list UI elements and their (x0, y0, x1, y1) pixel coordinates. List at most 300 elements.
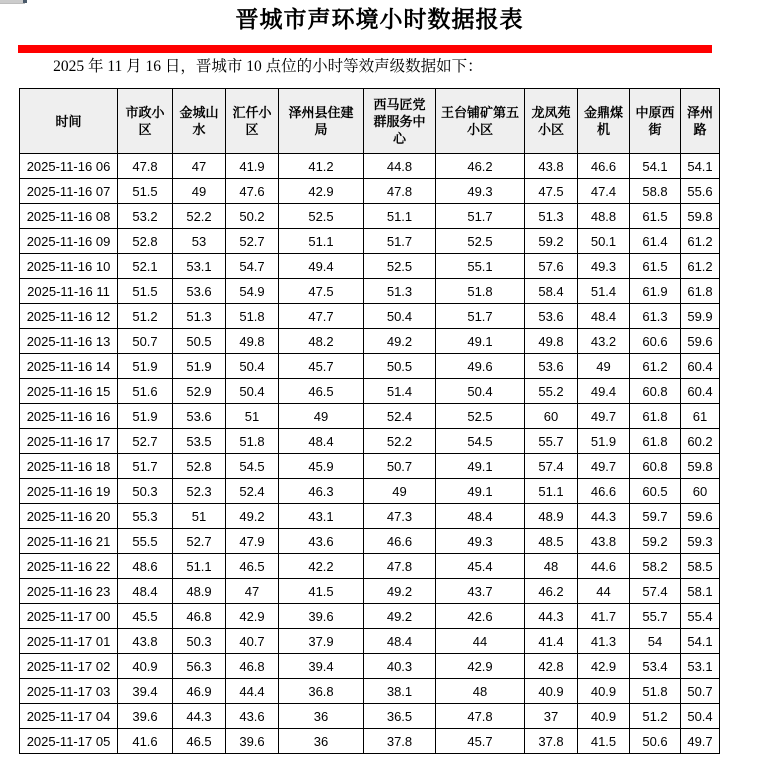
value-cell: 50.4 (226, 354, 279, 379)
time-cell: 2025-11-16 22 (20, 554, 118, 579)
time-cell: 2025-11-16 10 (20, 254, 118, 279)
value-cell: 51.1 (173, 554, 226, 579)
value-cell: 49.7 (578, 454, 630, 479)
value-cell: 47.5 (279, 279, 364, 304)
value-cell: 60.8 (630, 454, 681, 479)
value-cell: 54.1 (681, 154, 720, 179)
value-cell: 61.9 (630, 279, 681, 304)
value-cell: 53.6 (525, 304, 578, 329)
value-cell: 47.3 (364, 504, 436, 529)
value-cell: 61.4 (630, 229, 681, 254)
column-header: 西马匠党群服务中心 (364, 89, 436, 154)
value-cell: 55.3 (118, 504, 173, 529)
value-cell: 46.6 (578, 154, 630, 179)
value-cell: 42.9 (436, 654, 525, 679)
value-cell: 61.8 (681, 279, 720, 304)
table-row (20, 304, 720, 329)
time-cell: 2025-11-17 02 (20, 654, 118, 679)
value-cell: 56.3 (173, 654, 226, 679)
value-cell: 49.3 (578, 254, 630, 279)
value-cell: 46.8 (226, 654, 279, 679)
column-header: 泽州县住建局 (279, 89, 364, 154)
table-row (20, 654, 720, 679)
value-cell: 49.2 (226, 504, 279, 529)
value-cell: 60.8 (630, 379, 681, 404)
value-cell: 41.6 (118, 729, 173, 754)
table-row (20, 679, 720, 704)
value-cell: 36.8 (279, 679, 364, 704)
value-cell: 49 (364, 479, 436, 504)
value-cell: 45.9 (279, 454, 364, 479)
table-row (20, 704, 720, 729)
table-row (20, 629, 720, 654)
value-cell: 51.1 (525, 479, 578, 504)
value-cell: 57.4 (525, 454, 578, 479)
value-cell: 50.1 (578, 229, 630, 254)
value-cell: 36.5 (364, 704, 436, 729)
value-cell: 47 (226, 579, 279, 604)
value-cell: 49 (279, 404, 364, 429)
value-cell: 51.3 (364, 279, 436, 304)
time-cell: 2025-11-17 01 (20, 629, 118, 654)
value-cell: 44 (578, 579, 630, 604)
table-row (20, 454, 720, 479)
value-cell: 57.4 (630, 579, 681, 604)
value-cell: 42.9 (578, 654, 630, 679)
value-cell: 61.2 (681, 229, 720, 254)
value-cell: 52.1 (118, 254, 173, 279)
time-cell: 2025-11-16 20 (20, 504, 118, 529)
value-cell: 40.9 (578, 704, 630, 729)
value-cell: 58.8 (630, 179, 681, 204)
time-cell: 2025-11-17 03 (20, 679, 118, 704)
value-cell: 53.5 (173, 429, 226, 454)
value-cell: 43.1 (279, 504, 364, 529)
value-cell: 37.9 (279, 629, 364, 654)
value-cell: 49.3 (436, 529, 525, 554)
value-cell: 49.4 (578, 379, 630, 404)
value-cell: 59.8 (681, 454, 720, 479)
value-cell: 42.6 (436, 604, 525, 629)
column-header: 汇仟小区 (226, 89, 279, 154)
value-cell: 51.3 (525, 204, 578, 229)
time-cell: 2025-11-16 23 (20, 579, 118, 604)
table-row (20, 329, 720, 354)
value-cell: 47.8 (118, 154, 173, 179)
header-row (20, 89, 720, 154)
column-header: 泽州路 (681, 89, 720, 154)
value-cell: 41.9 (226, 154, 279, 179)
value-cell: 51.7 (436, 304, 525, 329)
table-row (20, 479, 720, 504)
value-cell: 43.2 (578, 329, 630, 354)
value-cell: 40.9 (525, 679, 578, 704)
value-cell: 51.7 (436, 204, 525, 229)
value-cell: 59.2 (630, 529, 681, 554)
table-row (20, 179, 720, 204)
value-cell: 43.6 (226, 704, 279, 729)
value-cell: 45.5 (118, 604, 173, 629)
value-cell: 50.5 (364, 354, 436, 379)
value-cell: 52.8 (118, 229, 173, 254)
time-cell: 2025-11-16 18 (20, 454, 118, 479)
table-row (20, 729, 720, 754)
value-cell: 50.3 (173, 629, 226, 654)
value-cell: 51.7 (364, 229, 436, 254)
value-cell: 48.4 (118, 579, 173, 604)
value-cell: 49.7 (681, 729, 720, 754)
red-divider (18, 45, 712, 53)
value-cell: 61 (681, 404, 720, 429)
value-cell: 50.6 (630, 729, 681, 754)
value-cell: 49.1 (436, 329, 525, 354)
value-cell: 48.6 (118, 554, 173, 579)
value-cell: 40.3 (364, 654, 436, 679)
value-cell: 49.2 (364, 604, 436, 629)
value-cell: 47.8 (436, 704, 525, 729)
value-cell: 58.2 (630, 554, 681, 579)
value-cell: 50.3 (118, 479, 173, 504)
value-cell: 50.5 (173, 329, 226, 354)
column-header: 中原西街 (630, 89, 681, 154)
table-body (20, 154, 720, 754)
value-cell: 45.4 (436, 554, 525, 579)
value-cell: 50.4 (364, 304, 436, 329)
value-cell: 51.2 (630, 704, 681, 729)
value-cell: 39.4 (118, 679, 173, 704)
time-cell: 2025-11-17 05 (20, 729, 118, 754)
value-cell: 48.5 (525, 529, 578, 554)
table-row (20, 579, 720, 604)
column-header: 金城山水 (173, 89, 226, 154)
value-cell: 52.4 (226, 479, 279, 504)
value-cell: 51.5 (118, 179, 173, 204)
value-cell: 53.1 (173, 254, 226, 279)
value-cell: 53.1 (681, 654, 720, 679)
value-cell: 50.2 (226, 204, 279, 229)
table-row (20, 554, 720, 579)
value-cell: 59.8 (681, 204, 720, 229)
value-cell: 49 (578, 354, 630, 379)
value-cell: 45.7 (279, 354, 364, 379)
value-cell: 47.8 (364, 554, 436, 579)
value-cell: 54.1 (681, 629, 720, 654)
value-cell: 55.4 (681, 604, 720, 629)
value-cell: 46.6 (364, 529, 436, 554)
value-cell: 46.5 (226, 554, 279, 579)
time-cell: 2025-11-16 12 (20, 304, 118, 329)
value-cell: 38.1 (364, 679, 436, 704)
value-cell: 55.7 (525, 429, 578, 454)
value-cell: 59.7 (630, 504, 681, 529)
value-cell: 45.7 (436, 729, 525, 754)
value-cell: 49.8 (525, 329, 578, 354)
value-cell: 49 (173, 179, 226, 204)
value-cell: 40.9 (118, 654, 173, 679)
value-cell: 40.7 (226, 629, 279, 654)
value-cell: 49.4 (279, 254, 364, 279)
value-cell: 37 (525, 704, 578, 729)
value-cell: 52.2 (173, 204, 226, 229)
value-cell: 61.5 (630, 254, 681, 279)
value-cell: 37.8 (364, 729, 436, 754)
noise-data-table (19, 88, 720, 754)
value-cell: 46.5 (173, 729, 226, 754)
value-cell: 51 (173, 504, 226, 529)
time-cell: 2025-11-16 13 (20, 329, 118, 354)
value-cell: 49.2 (364, 329, 436, 354)
value-cell: 49.8 (226, 329, 279, 354)
value-cell: 60.6 (630, 329, 681, 354)
time-cell: 2025-11-16 16 (20, 404, 118, 429)
value-cell: 50.4 (226, 379, 279, 404)
value-cell: 54.5 (436, 429, 525, 454)
value-cell: 36 (279, 704, 364, 729)
value-cell: 48.4 (279, 429, 364, 454)
time-cell: 2025-11-17 00 (20, 604, 118, 629)
value-cell: 61.3 (630, 304, 681, 329)
value-cell: 53.4 (630, 654, 681, 679)
value-cell: 47.9 (226, 529, 279, 554)
value-cell: 61.5 (630, 204, 681, 229)
value-cell: 61.2 (630, 354, 681, 379)
value-cell: 51.8 (226, 429, 279, 454)
time-cell: 2025-11-16 07 (20, 179, 118, 204)
intro-text: 2025 年 11 月 16 日，晋城市 10 点位的小时等效声级数据如下： (53, 58, 483, 75)
value-cell: 50.4 (681, 704, 720, 729)
value-cell: 60.4 (681, 379, 720, 404)
value-cell: 52.9 (173, 379, 226, 404)
value-cell: 51.8 (226, 304, 279, 329)
value-cell: 51.9 (118, 354, 173, 379)
value-cell: 54.5 (226, 454, 279, 479)
value-cell: 47 (173, 154, 226, 179)
value-cell: 37.8 (525, 729, 578, 754)
value-cell: 42.8 (525, 654, 578, 679)
value-cell: 47.8 (364, 179, 436, 204)
value-cell: 55.6 (681, 179, 720, 204)
value-cell: 51.1 (279, 229, 364, 254)
value-cell: 61.8 (630, 404, 681, 429)
value-cell: 50.4 (436, 379, 525, 404)
value-cell: 51 (226, 404, 279, 429)
value-cell: 48 (436, 679, 525, 704)
value-cell: 54.1 (630, 154, 681, 179)
value-cell: 52.2 (364, 429, 436, 454)
value-cell: 47.5 (525, 179, 578, 204)
value-cell: 52.7 (226, 229, 279, 254)
column-header: 金鼎煤机 (578, 89, 630, 154)
column-header: 时间 (20, 89, 118, 154)
value-cell: 43.8 (525, 154, 578, 179)
table-row (20, 154, 720, 179)
table-row (20, 529, 720, 554)
time-cell: 2025-11-16 06 (20, 154, 118, 179)
value-cell: 53.2 (118, 204, 173, 229)
value-cell: 41.7 (578, 604, 630, 629)
value-cell: 36 (279, 729, 364, 754)
value-cell: 47.4 (578, 179, 630, 204)
table-row (20, 504, 720, 529)
value-cell: 49.6 (436, 354, 525, 379)
table-row (20, 254, 720, 279)
value-cell: 46.5 (279, 379, 364, 404)
value-cell: 44.3 (578, 504, 630, 529)
table-row (20, 279, 720, 304)
column-header: 市政小区 (118, 89, 173, 154)
value-cell: 55.5 (118, 529, 173, 554)
value-cell: 41.2 (279, 154, 364, 179)
value-cell: 52.4 (364, 404, 436, 429)
value-cell: 47.7 (279, 304, 364, 329)
top-edge-artifact-tip (23, 0, 27, 3)
value-cell: 58.1 (681, 579, 720, 604)
value-cell: 60.2 (681, 429, 720, 454)
value-cell: 46.2 (525, 579, 578, 604)
value-cell: 51.9 (173, 354, 226, 379)
table-row (20, 604, 720, 629)
value-cell: 43.6 (279, 529, 364, 554)
table-row (20, 354, 720, 379)
value-cell: 41.5 (578, 729, 630, 754)
table-row (20, 404, 720, 429)
value-cell: 44.3 (525, 604, 578, 629)
value-cell: 53.6 (173, 404, 226, 429)
value-cell: 51.9 (578, 429, 630, 454)
time-cell: 2025-11-16 21 (20, 529, 118, 554)
value-cell: 59.6 (681, 504, 720, 529)
value-cell: 47.6 (226, 179, 279, 204)
value-cell: 50.7 (364, 454, 436, 479)
value-cell: 40.9 (578, 679, 630, 704)
value-cell: 61.8 (630, 429, 681, 454)
value-cell: 59.9 (681, 304, 720, 329)
value-cell: 43.8 (118, 629, 173, 654)
time-cell: 2025-11-16 14 (20, 354, 118, 379)
value-cell: 51.4 (364, 379, 436, 404)
time-cell: 2025-11-16 11 (20, 279, 118, 304)
value-cell: 46.9 (173, 679, 226, 704)
value-cell: 58.4 (525, 279, 578, 304)
value-cell: 44.4 (226, 679, 279, 704)
column-header: 龙凤苑小区 (525, 89, 578, 154)
value-cell: 54 (630, 629, 681, 654)
value-cell: 52.5 (436, 229, 525, 254)
value-cell: 55.2 (525, 379, 578, 404)
value-cell: 52.7 (118, 429, 173, 454)
value-cell: 61.2 (681, 254, 720, 279)
value-cell: 54.9 (226, 279, 279, 304)
value-cell: 52.5 (364, 254, 436, 279)
value-cell: 51.9 (118, 404, 173, 429)
value-cell: 43.7 (436, 579, 525, 604)
value-cell: 49.1 (436, 479, 525, 504)
value-cell: 48.2 (279, 329, 364, 354)
value-cell: 39.4 (279, 654, 364, 679)
value-cell: 59.2 (525, 229, 578, 254)
value-cell: 48.4 (578, 304, 630, 329)
time-cell: 2025-11-16 15 (20, 379, 118, 404)
value-cell: 39.6 (279, 604, 364, 629)
value-cell: 50.7 (681, 679, 720, 704)
time-cell: 2025-11-16 19 (20, 479, 118, 504)
top-edge-artifact (0, 0, 25, 4)
column-header: 王台铺矿第五小区 (436, 89, 525, 154)
value-cell: 51.8 (630, 679, 681, 704)
value-cell: 57.6 (525, 254, 578, 279)
value-cell: 44.3 (173, 704, 226, 729)
value-cell: 46.3 (279, 479, 364, 504)
value-cell: 39.6 (118, 704, 173, 729)
value-cell: 44 (436, 629, 525, 654)
time-cell: 2025-11-16 08 (20, 204, 118, 229)
value-cell: 49.2 (364, 579, 436, 604)
value-cell: 60 (681, 479, 720, 504)
value-cell: 50.7 (118, 329, 173, 354)
value-cell: 48.9 (525, 504, 578, 529)
value-cell: 43.8 (578, 529, 630, 554)
value-cell: 41.5 (279, 579, 364, 604)
value-cell: 48.8 (578, 204, 630, 229)
value-cell: 53.6 (525, 354, 578, 379)
value-cell: 53.6 (173, 279, 226, 304)
value-cell: 49.1 (436, 454, 525, 479)
value-cell: 53 (173, 229, 226, 254)
value-cell: 51.4 (578, 279, 630, 304)
value-cell: 55.7 (630, 604, 681, 629)
value-cell: 59.6 (681, 329, 720, 354)
value-cell: 46.6 (578, 479, 630, 504)
value-cell: 42.9 (279, 179, 364, 204)
value-cell: 39.6 (226, 729, 279, 754)
time-cell: 2025-11-16 09 (20, 229, 118, 254)
value-cell: 41.4 (525, 629, 578, 654)
value-cell: 41.3 (578, 629, 630, 654)
value-cell: 48.4 (436, 504, 525, 529)
value-cell: 59.3 (681, 529, 720, 554)
table-row (20, 204, 720, 229)
value-cell: 46.2 (436, 154, 525, 179)
table-row (20, 379, 720, 404)
value-cell: 54.7 (226, 254, 279, 279)
value-cell: 51.5 (118, 279, 173, 304)
value-cell: 51.8 (436, 279, 525, 304)
value-cell: 58.5 (681, 554, 720, 579)
value-cell: 49.3 (436, 179, 525, 204)
value-cell: 46.8 (173, 604, 226, 629)
value-cell: 52.5 (436, 404, 525, 429)
value-cell: 44.6 (578, 554, 630, 579)
value-cell: 60.5 (630, 479, 681, 504)
value-cell: 60.4 (681, 354, 720, 379)
value-cell: 51.1 (364, 204, 436, 229)
value-cell: 51.2 (118, 304, 173, 329)
value-cell: 48 (525, 554, 578, 579)
value-cell: 42.2 (279, 554, 364, 579)
value-cell: 51.7 (118, 454, 173, 479)
table-row (20, 429, 720, 454)
time-cell: 2025-11-16 17 (20, 429, 118, 454)
value-cell: 42.9 (226, 604, 279, 629)
value-cell: 60 (525, 404, 578, 429)
value-cell: 52.5 (279, 204, 364, 229)
value-cell: 48.4 (364, 629, 436, 654)
time-cell: 2025-11-17 04 (20, 704, 118, 729)
value-cell: 48.9 (173, 579, 226, 604)
value-cell: 51.6 (118, 379, 173, 404)
value-cell: 44.8 (364, 154, 436, 179)
page-title: 晋城市声环境小时数据报表 (235, 6, 524, 32)
